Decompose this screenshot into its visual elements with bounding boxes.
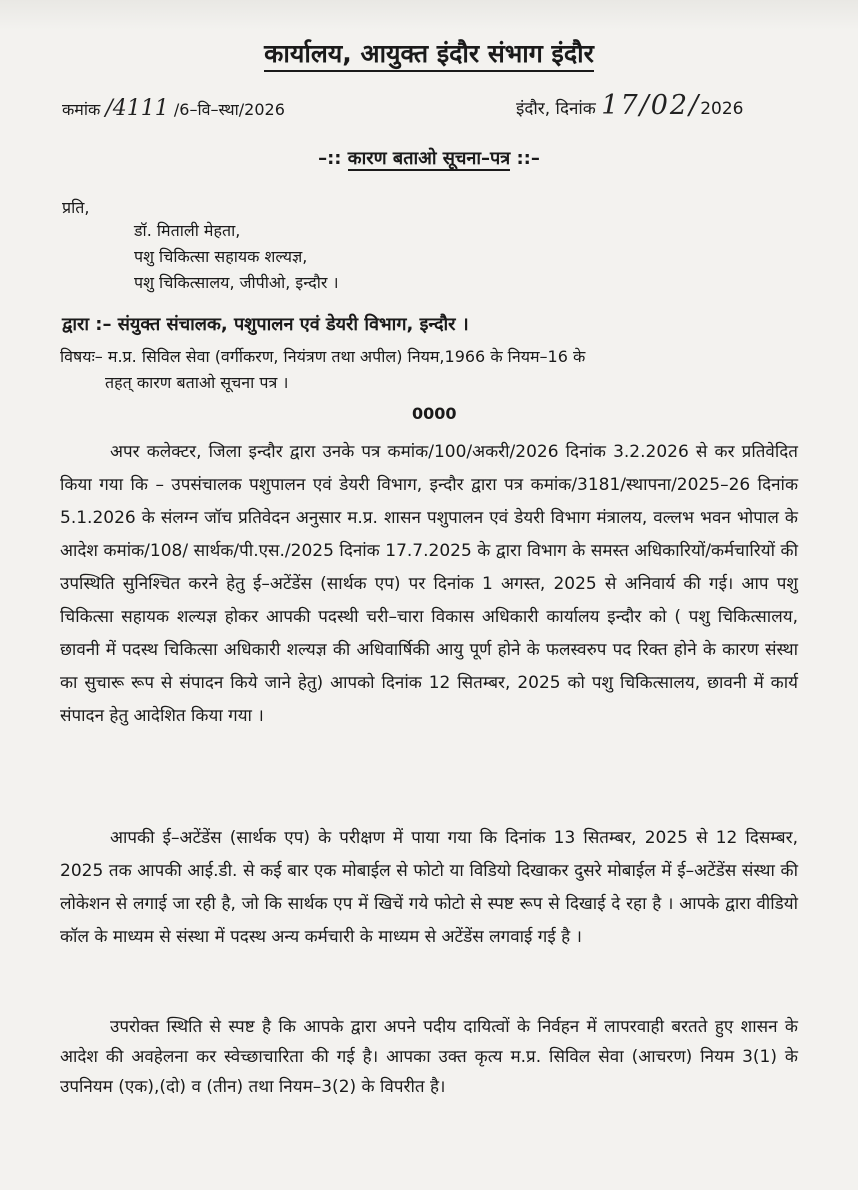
date-prefix: इंदौर, दिनांक	[516, 99, 596, 119]
office-title	[0, 36, 858, 70]
ref-handwritten-number: /4111	[105, 96, 169, 121]
date-year: 2026	[700, 99, 744, 119]
recipient-designation: पशु चिकित्सा सहायक शल्यज्ञ,	[134, 247, 308, 266]
body-paragraph: आपकी ई–अटेंडेंस (सार्थक एप) के परीक्षण में पाया गया कि दिनांक 13 सितम्बर, 2025 से 12 दिसम्बर, 2025 तक आपकी आई.डी. से कई बार एक मोबाईल से फोटो या विडियो दिखाकर दुसरे मोबाईल में ई–अटेंडेंस संस्था की लोकेशन से लगाई जा रही है, जो कि सार्थक एप में खिचें गये फोटो से स्पष्ट रूप से दिखाई दे रहा है । आपके द्वारा वीडियो कॉल के माध्यम से संस्था में पदस्थ अन्य कर्मचारी के माध्यम से अटेंडेंस लगवाई गई है ।	[60, 828, 798, 947]
body-paragraph: अपर कलेक्टर, जिला इन्दौर द्वारा उनके पत्र कमांक/100/अकरी/2026 दिनांक 3.2.2026 से कर प्रतिवेदित किया गया कि – उपसंचालक पशुपालन एवं डेयरी विभाग, इन्दौर द्वारा पत्र कमांक/3181/स्थापना/2025–26 दिनांक 5.1.2026 के संलग्न जॉच प्रतिवेदन अनुसार म.प्र. शासन पशुपालन एवं डेयरी विभाग मंत्रालय, वल्लभ भवन भोपाल के आदेश कमांक/108/ सार्थक/पी.एस./2025 दिनांक 17.7.2025 के द्वारा विभाग के समस्त अधिकारियों/कर्मचारियों की उपस्थिति सुनिश्चित करने हेतु ई–अटेंडेंस (सार्थक एप) पर दिनांक 1 अगस्त, 2025 से अनिवार्य की गई। आप पशु चिकित्सा सहायक शल्यज्ञ होकर आपकी पदस्थी चरी–चारा विकास अधिकारी कार्यालय इन्दौर को ( पशु चिकित्सालय, छावनी में पदस्थ चिकित्सा अधिकारी शल्यज्ञ की अधिवार्षिकी आयु पूर्ण होने के फलस्वरुप पद रिक्त होने के कारण संस्था का सुचारू रूप से संपादन किये जाने हेतु) आपको दिनांक 12 सितम्बर, 2025 को पशु चिकित्सालय, छावनी में कार्य संपादन हेतु आदेशित किया गया ।	[60, 442, 798, 726]
recipient-name: डॉ. मिताली मेहता,	[134, 221, 241, 240]
to-label: प्रति,	[62, 198, 90, 217]
separator: 0000	[412, 404, 457, 423]
date-handwritten: 17/02/	[601, 90, 701, 121]
recipient-address	[134, 218, 339, 296]
page-top-shadow	[0, 0, 858, 30]
notice-heading-prefix: –::	[318, 148, 348, 169]
ref-prefix: कमांक	[62, 100, 101, 119]
recipient-office: पशु चिकित्सालय, जीपीओ, इन्दौर ।	[134, 273, 339, 292]
subject-line-2: तहत् कारण बताओ सूचना पत्र ।	[105, 373, 289, 392]
subject-block	[60, 344, 795, 396]
date-line	[516, 90, 743, 121]
notice-heading-suffix: ::–	[510, 148, 540, 169]
subject-line-1: विषयः– म.प्र. सिविल सेवा (वर्गीकरण, नियंत्रण तथा अपील) नियम,1966 के नियम–16 के	[60, 347, 586, 366]
ref-suffix: /6–वि–स्था/2026	[173, 100, 285, 119]
reference-number	[62, 96, 285, 121]
body-paragraph: उपरोक्त स्थिति से स्पष्ट है कि आपके द्वारा अपने पदीय दायित्वों के निर्वहन में लापरवाही बरतते हुए शासन के आदेश की अवहेलना कर स्वेच्छाचारिता की गई है। आपका उक्त कृत्य म.प्र. सिविल सेवा (आचरण) नियम 3(1) के उपनियम (एक),(दो) व (तीन) तथा नियम–3(2) के विपरीत है।	[60, 1017, 798, 1097]
notice-heading-text: कारण बताओ सूचना–पत्र	[347, 148, 511, 169]
office-title-text: कार्यालय, आयुक्त इंदौर संभाग इंदौर	[264, 39, 594, 72]
via-line: द्वारा :– संयुक्त संचालक, पशुपालन एवं डेयरी विभाग, इन्दौर ।	[62, 314, 469, 335]
notice-heading	[0, 146, 858, 170]
